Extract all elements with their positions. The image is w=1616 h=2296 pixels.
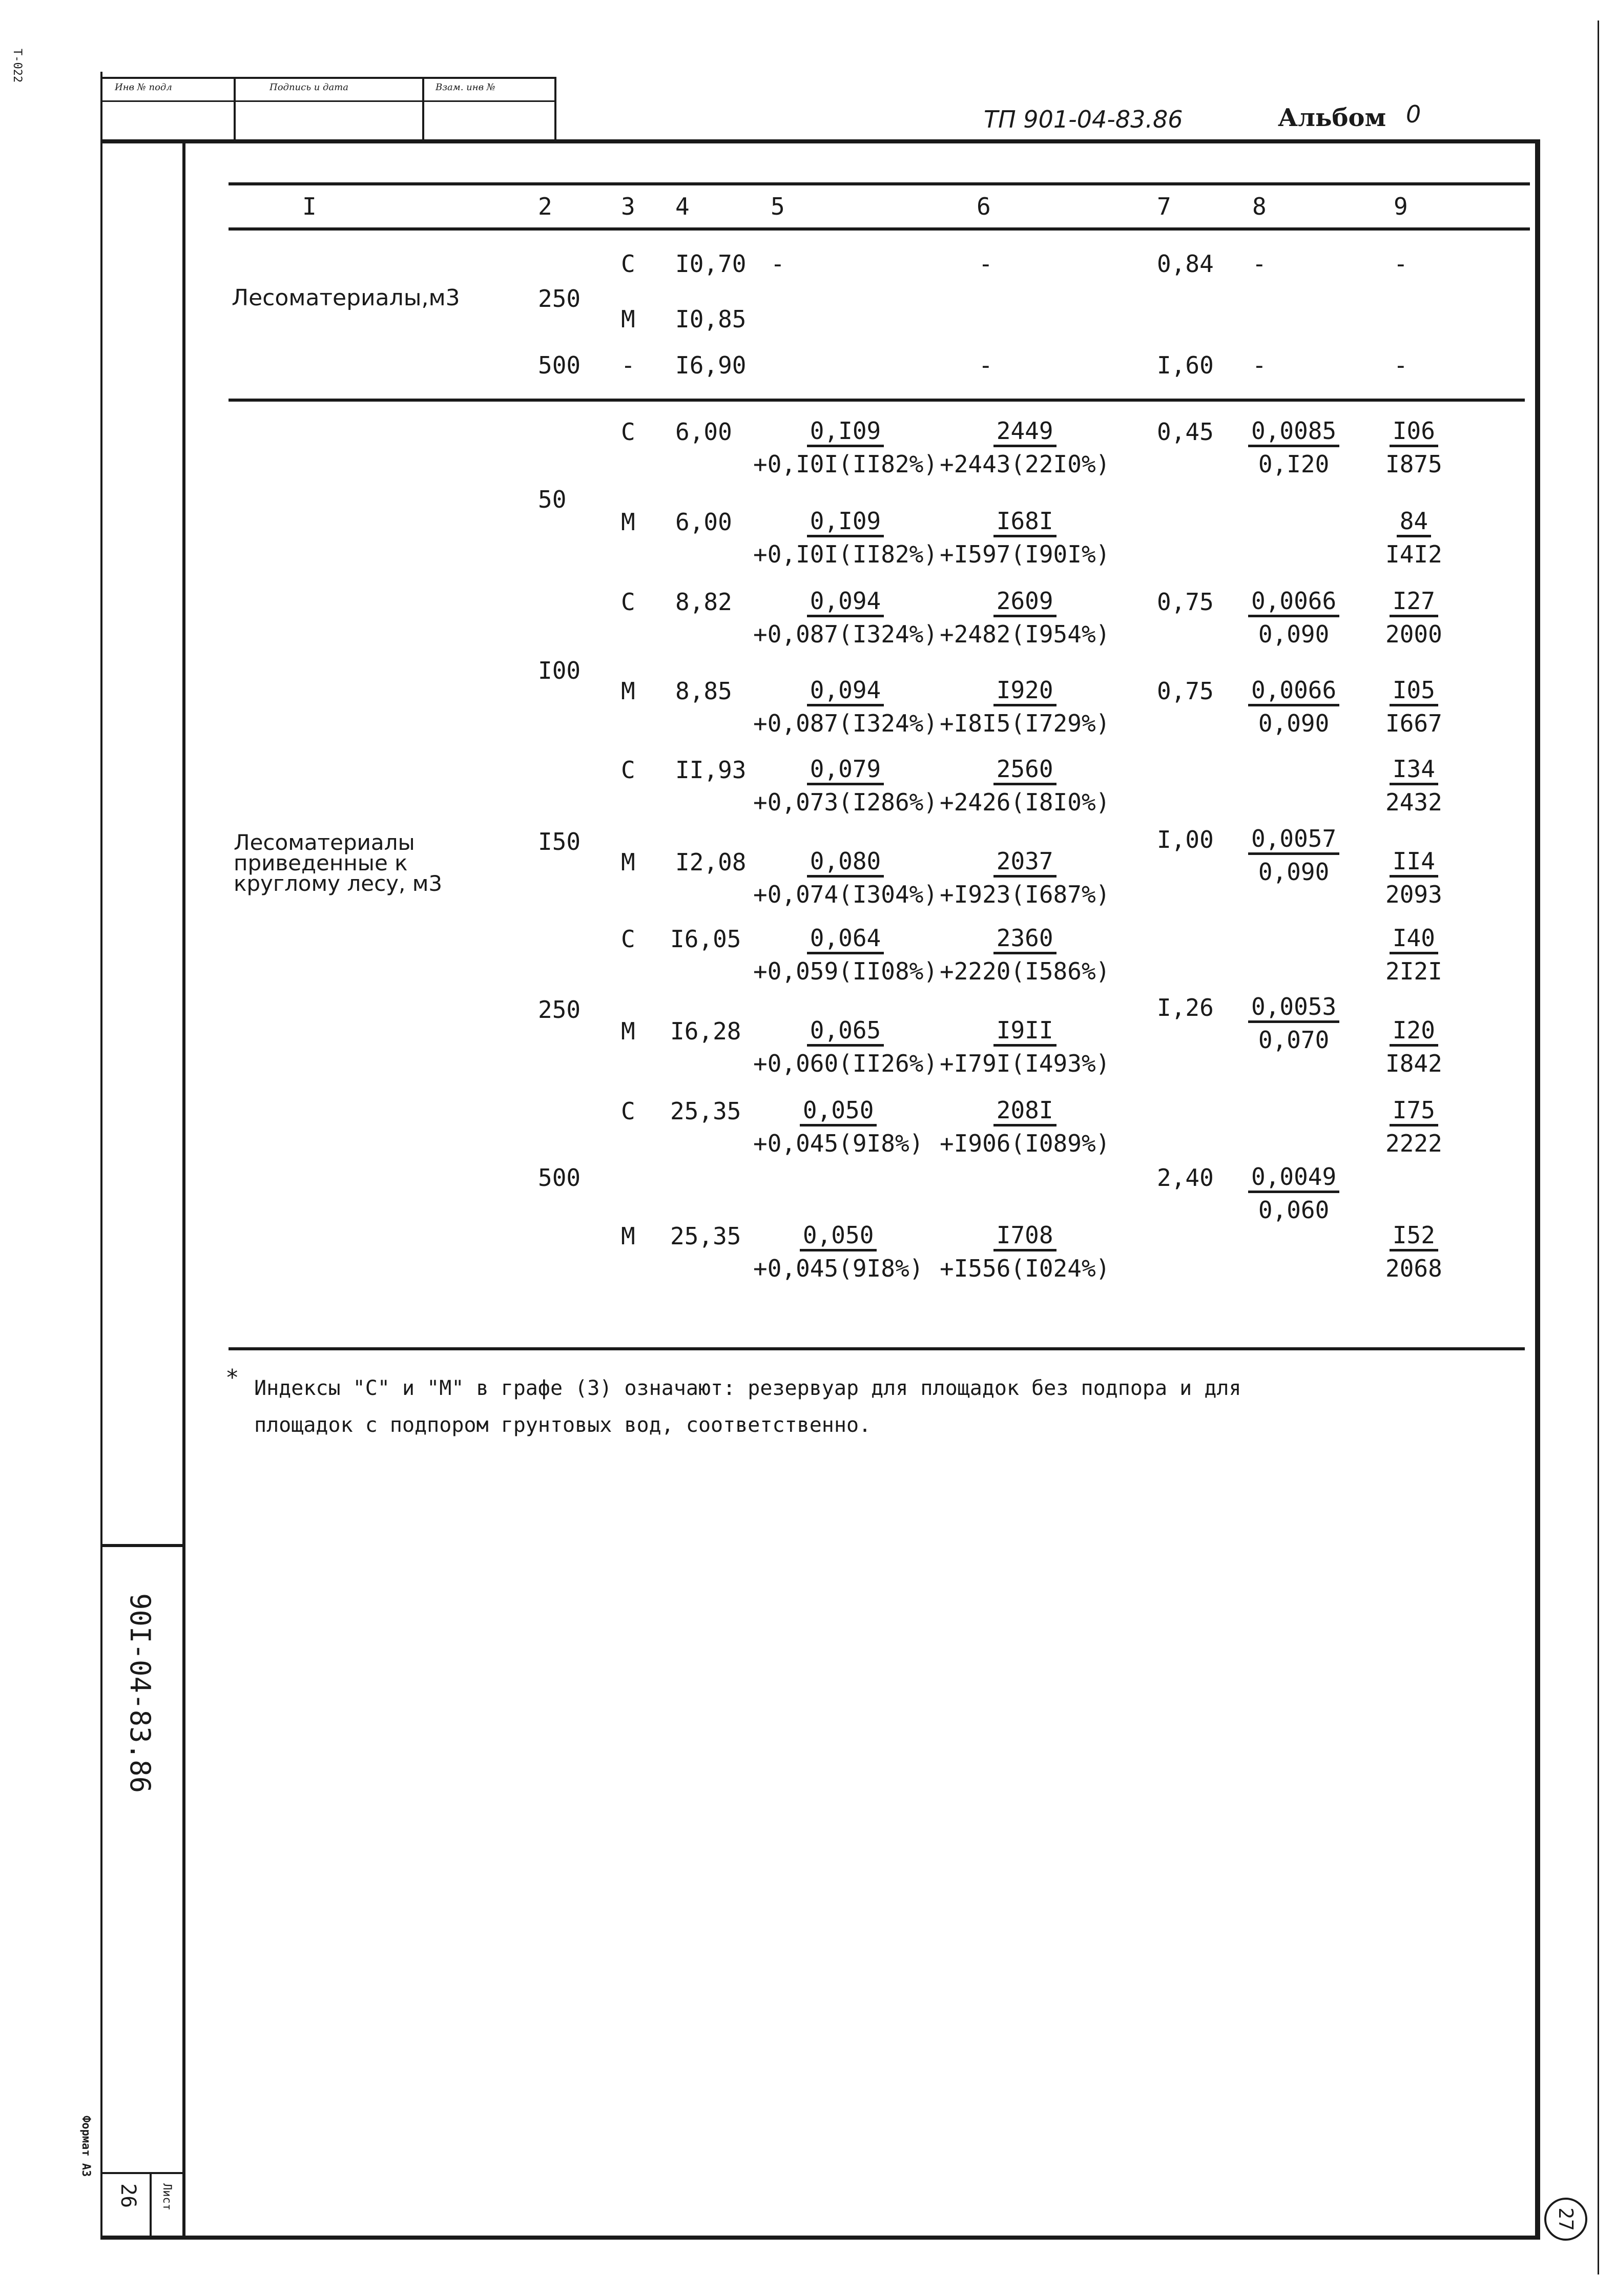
cell-col7: I,60 [1157,351,1214,379]
page-number-circle [1544,2198,1587,2241]
cell-col5: $\frac{0,080}{+0,074(I304\%)}$ [753,847,938,908]
cell-volume: 50 [538,486,567,513]
stamp-vzam-label: Взам. инв № [436,82,495,93]
cell-col9: $\frac{I75}{2222}$ [1385,1096,1442,1157]
cell-col6: $\frac{I920}{+I8I5(I729\%)}$ [940,676,1110,737]
cell-index: - [621,351,635,379]
cell-col6: $\frac{2037}{+I923(I687\%)}$ [940,847,1110,908]
stamp-inv-label: Инв № подл [115,82,172,93]
table-header-rule [229,227,1530,231]
cell-col7: 0,45 [1157,418,1214,446]
cell-index: С [621,418,635,446]
cell-col8: $\frac{0,0066}{0,090}$ [1248,589,1339,646]
cell-col6: $\frac{2609}{+2482(I954\%)}$ [940,587,1110,648]
cell-col6: $\frac{208I}{+I906(I089\%)}$ [940,1096,1110,1157]
cell-capacity: 6,00 [675,418,732,446]
cell-capacity: I6,90 [675,351,747,379]
cell-col6: - [979,250,993,278]
cell-col5: $\frac{0,050}{+0,045(9I8\%)}$ [753,1221,924,1282]
cell-col6: $\frac{I708}{+I556(I024\%)}$ [940,1221,1110,1282]
footnote-line-2: площадок с подпором грунтовых вод, соответственно. [254,1413,872,1437]
cell-capacity: I2,08 [675,848,747,876]
cell-index: М [621,848,635,876]
album-value: 0 [1406,100,1421,128]
cell-index: С [621,588,635,616]
cell-index: С [621,250,635,278]
cell-volume: I50 [538,828,581,855]
cell-col8: $\frac{0,0053}{0,070}$ [1248,995,1339,1052]
col-header-2: 2 [538,193,552,220]
album-label: Альбом [1278,103,1386,132]
cell-col6: $\frac{2449}{+2443(22I0\%)}$ [940,417,1110,478]
cell-index: М [621,305,635,333]
cell-volume: 250 [538,285,581,312]
stamp-sign-label: Подпись и дата [270,82,348,93]
cell-col7: 0,75 [1157,677,1214,705]
cell-col9: - [1394,250,1408,278]
cell-capacity: II,93 [675,756,747,784]
cell-col5: $\frac{0,050}{+0,045(9I8\%)}$ [753,1096,924,1157]
cell-capacity: I6,28 [670,1017,741,1045]
cell-col8: $\frac{0,0057}{0,090}$ [1248,827,1339,884]
cell-col6: $\frac{I68I}{+I597(I90I\%)}$ [940,507,1110,568]
cell-col9: $\frac{I52}{2068}$ [1385,1221,1442,1282]
section-roundwood-name-1: Лесоматериалы [234,830,415,855]
cell-col8: $\frac{0,0066}{0,090}$ [1248,678,1339,735]
side-doc-code: 90I-04-83.86 [124,1593,156,1793]
cell-capacity: 8,82 [675,588,732,616]
col-header-1: I [302,193,317,220]
cell-col7: I,26 [1157,994,1214,1021]
cell-capacity: 6,00 [675,508,732,536]
margin-code: Т-022 [11,49,24,83]
cell-capacity: 25,35 [670,1222,741,1250]
cell-col8: $\frac{0,0085}{0,I20}$ [1248,419,1339,476]
top-border-line [100,139,1538,143]
col-header-5: 5 [771,193,785,220]
col-header-9: 9 [1394,193,1408,220]
cell-col5: - [771,250,785,278]
footnote-line-1: Индексы "С" и "М" в графе (3) означают: резервуар для площадок без подпора и для [254,1376,1241,1400]
cell-col8: - [1252,250,1267,278]
outer-left-border [100,72,102,2239]
col-header-7: 7 [1157,193,1171,220]
cell-col7: I,00 [1157,826,1214,853]
cell-capacity: 8,85 [675,677,732,705]
cell-col9: $\frac{II4}{2093}$ [1385,847,1442,908]
cell-col5: $\frac{0,079}{+0,073(I286\%)}$ [753,755,938,816]
format-label: Формат А3 [79,2116,92,2177]
cell-capacity: I0,70 [675,250,747,278]
cell-col9: - [1394,351,1408,379]
cell-volume: 500 [538,351,581,379]
inner-left-border [182,139,185,1548]
cell-volume: 250 [538,996,581,1024]
cell-col9: $\frac{84}{I4I2}$ [1385,507,1442,568]
section-divider-rule [229,399,1525,402]
footnote-mark: * [225,1365,239,1391]
cell-col9: $\frac{I20}{I842}$ [1385,1016,1442,1077]
cell-col6: $\frac{2360}{+2220(I586\%)}$ [940,924,1110,985]
doc-code-header: ТП 901-04-83.86 [984,106,1183,133]
cell-col7: 0,75 [1157,588,1214,616]
cell-col9: $\frac{I27}{2000}$ [1385,587,1442,648]
sheet-number: 26 [116,2183,140,2208]
table-bottom-rule [229,1347,1525,1350]
section-lumber-name: Лесоматериалы,м3 [232,285,460,311]
cell-col6: - [979,351,993,379]
cell-index: М [621,677,635,705]
col-header-6: 6 [977,193,991,220]
cell-col5: $\frac{0,064}{+0,059(II08\%)}$ [753,924,938,985]
cell-col7: 0,84 [1157,250,1214,278]
cell-volume: I00 [538,657,581,684]
cell-col9: $\frac{I34}{2432}$ [1385,755,1442,816]
cell-col9: $\frac{I40}{2I2I}$ [1385,924,1442,985]
cell-capacity: I6,05 [670,925,741,953]
cell-capacity: I0,85 [675,305,747,333]
right-border-line [1535,139,1540,2240]
cell-col6: $\frac{2560}{+2426(I8I0\%)}$ [940,755,1110,816]
cell-col9: $\frac{I05}{I667}$ [1385,676,1442,737]
col-header-8: 8 [1252,193,1267,220]
outer-right-edge [1598,20,1599,2274]
col-header-4: 4 [675,193,690,220]
section-roundwood-name-3: круглому лесу, м3 [234,871,443,896]
cell-col7: 2,40 [1157,1164,1214,1192]
cell-col5: $\frac{0,I09}{+0,I0I(II82\%)}$ [753,507,938,568]
cell-capacity: 25,35 [670,1097,741,1125]
cell-volume: 500 [538,1164,581,1192]
bottom-border-line [100,2236,1540,2240]
cell-index: С [621,756,635,784]
table-top-rule [229,182,1530,185]
cell-col5: $\frac{0,065}{+0,060(II26\%)}$ [753,1016,938,1077]
cell-col8: $\frac{0,0049}{0,060}$ [1248,1165,1339,1222]
sheet-label: Лист [160,2183,173,2210]
cell-col6: $\frac{I9II}{+I79I(I493\%)}$ [940,1016,1110,1077]
cell-col9: $\frac{I06}{I875}$ [1385,417,1442,478]
cell-index: М [621,1017,635,1045]
cell-index: М [621,1222,635,1250]
cell-index: С [621,925,635,953]
cell-index: М [621,508,635,536]
section-roundwood-name-2: приведенные к [234,850,408,875]
col-header-3: 3 [621,193,635,220]
cell-col5: $\frac{0,I09}{+0,I0I(II82\%)}$ [753,417,938,478]
page-number: 27 [1554,2207,1577,2231]
cell-col5: $\frac{0,094}{+0,087(I324\%)}$ [753,587,938,648]
cell-index: С [621,1097,635,1125]
cell-col5: $\frac{0,094}{+0,087(I324\%)}$ [753,676,938,737]
cell-col8: - [1252,351,1267,379]
